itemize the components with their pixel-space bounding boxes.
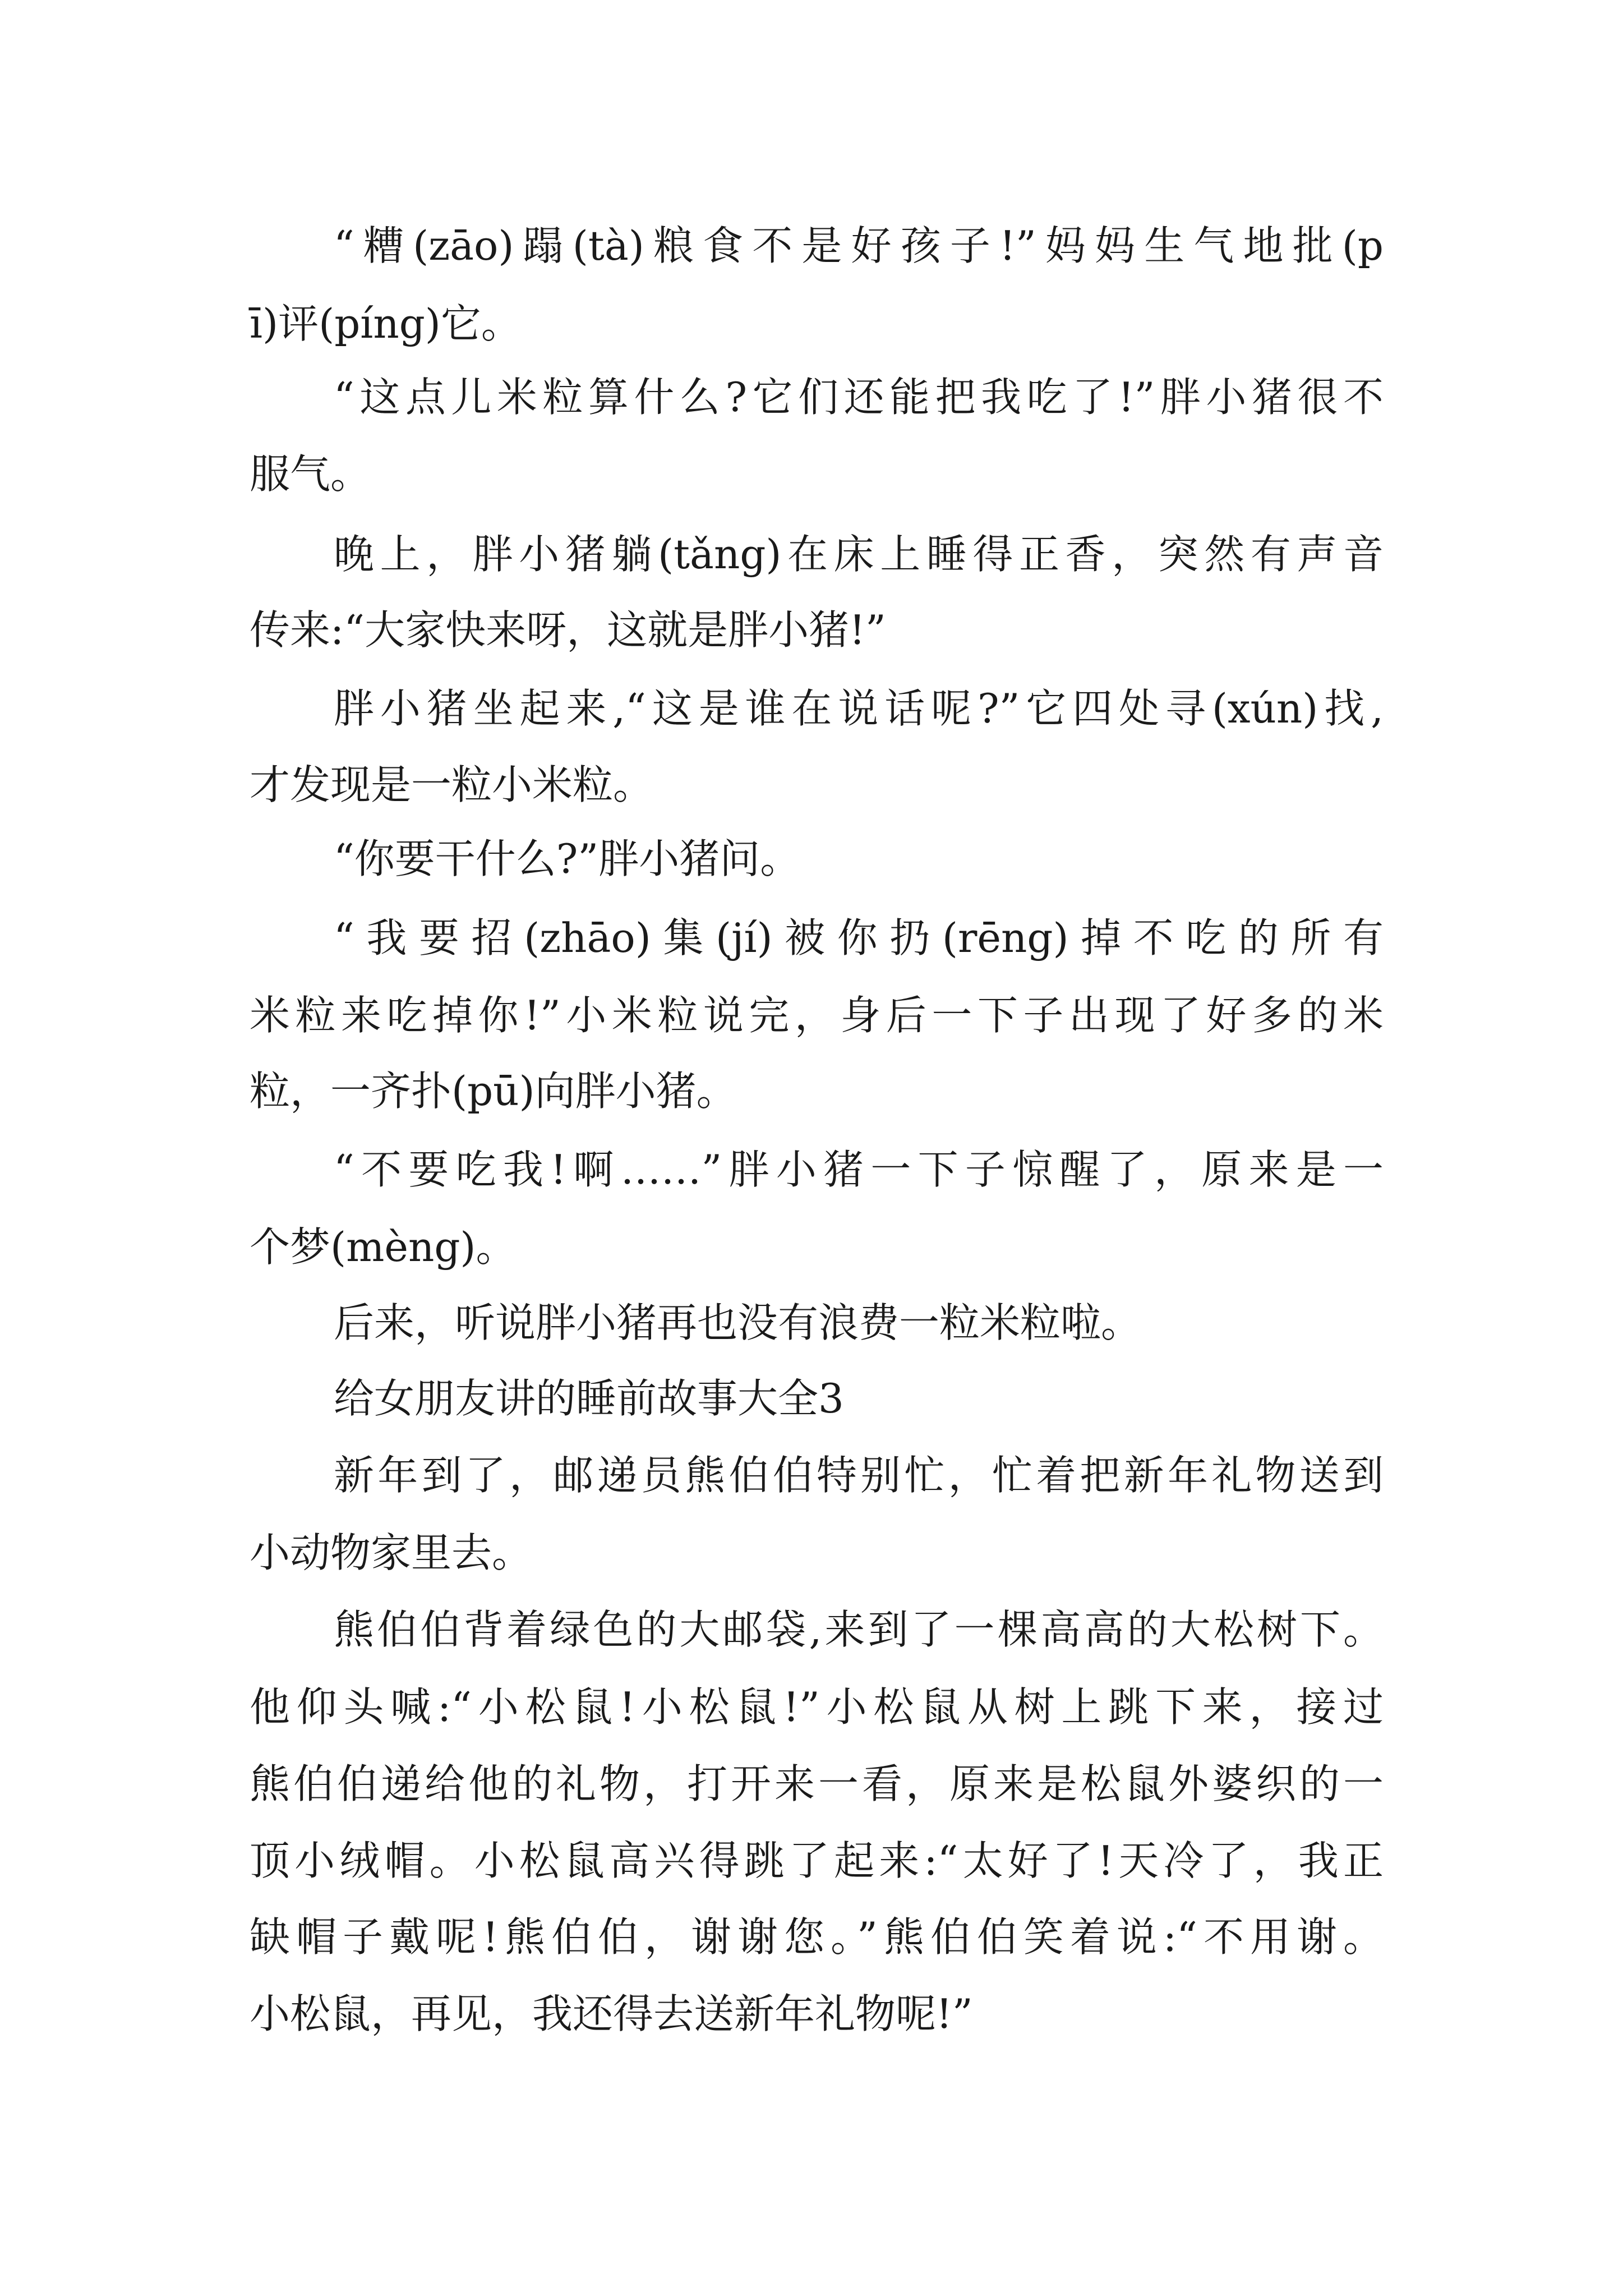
text-line: 小动物家里去。 bbox=[250, 1529, 533, 1576]
text-line: 才发现是一粒小米粒。 bbox=[250, 761, 654, 808]
text-line: “我要招(zhāo)集(jí)被你扔(rēng)掉不吃的所有 bbox=[334, 914, 1384, 961]
text-line: 新年到了，邮递员熊伯伯特别忙，忙着把新年礼物送到 bbox=[334, 1452, 1384, 1499]
text-line: 后来，听说胖小猪再也没有浪费一粒米粒啦。 bbox=[334, 1299, 1142, 1346]
text-line: “不要吃我!啊……”胖小猪一下子惊醒了，原来是一 bbox=[334, 1146, 1384, 1193]
text-line: 小松鼠，再见，我还得去送新年礼物呢!” bbox=[250, 1990, 973, 2037]
text-line: 米粒来吃掉你!”小米粒说完，身后一下子出现了好多的米 bbox=[250, 992, 1384, 1039]
text-line: 胖小猪坐起来,“这是谁在说话呢?”它四处寻(xún)找, bbox=[334, 685, 1384, 732]
text-line: 熊伯伯背着绿色的大邮袋,来到了一棵高高的大松树下。 bbox=[334, 1606, 1384, 1653]
section-heading: 给女朋友讲的睡前故事大全3 bbox=[334, 1375, 844, 1422]
text-line: 个梦(mèng)。 bbox=[250, 1223, 517, 1271]
text-line: 粒，一齐扑(pū)向胖小猪。 bbox=[250, 1068, 737, 1115]
text-line: 熊伯伯递给他的礼物，打开来一看，原来是松鼠外婆织的一 bbox=[250, 1760, 1384, 1807]
text-line: 顶小绒帽。小松鼠高兴得跳了起来:“太好了!天冷了，我正 bbox=[250, 1837, 1384, 1884]
text-line: 缺帽子戴呢!熊伯伯，谢谢您。”熊伯伯笑着说:“不用谢。 bbox=[250, 1913, 1384, 1961]
text-line: “这点儿米粒算什么?它们还能把我吃了!”胖小猪很不 bbox=[334, 374, 1384, 421]
text-line: 服气。 bbox=[250, 450, 371, 498]
text-line: 传来:“大家快来呀，这就是胖小猪!” bbox=[250, 606, 886, 654]
text-line: 他仰头喊:“小松鼠!小松鼠!”小松鼠从树上跳下来，接过 bbox=[250, 1683, 1384, 1731]
text-line: “糟(zāo)蹋(tà)粮食不是好孩子!”妈妈生气地批(p bbox=[334, 222, 1384, 269]
text-line: “你要干什么?”胖小猪问。 bbox=[334, 835, 801, 882]
text-line: 晚上，胖小猪躺(tǎng)在床上睡得正香，突然有声音 bbox=[334, 531, 1384, 578]
text-line: ī)评(píng)它。 bbox=[250, 300, 522, 347]
